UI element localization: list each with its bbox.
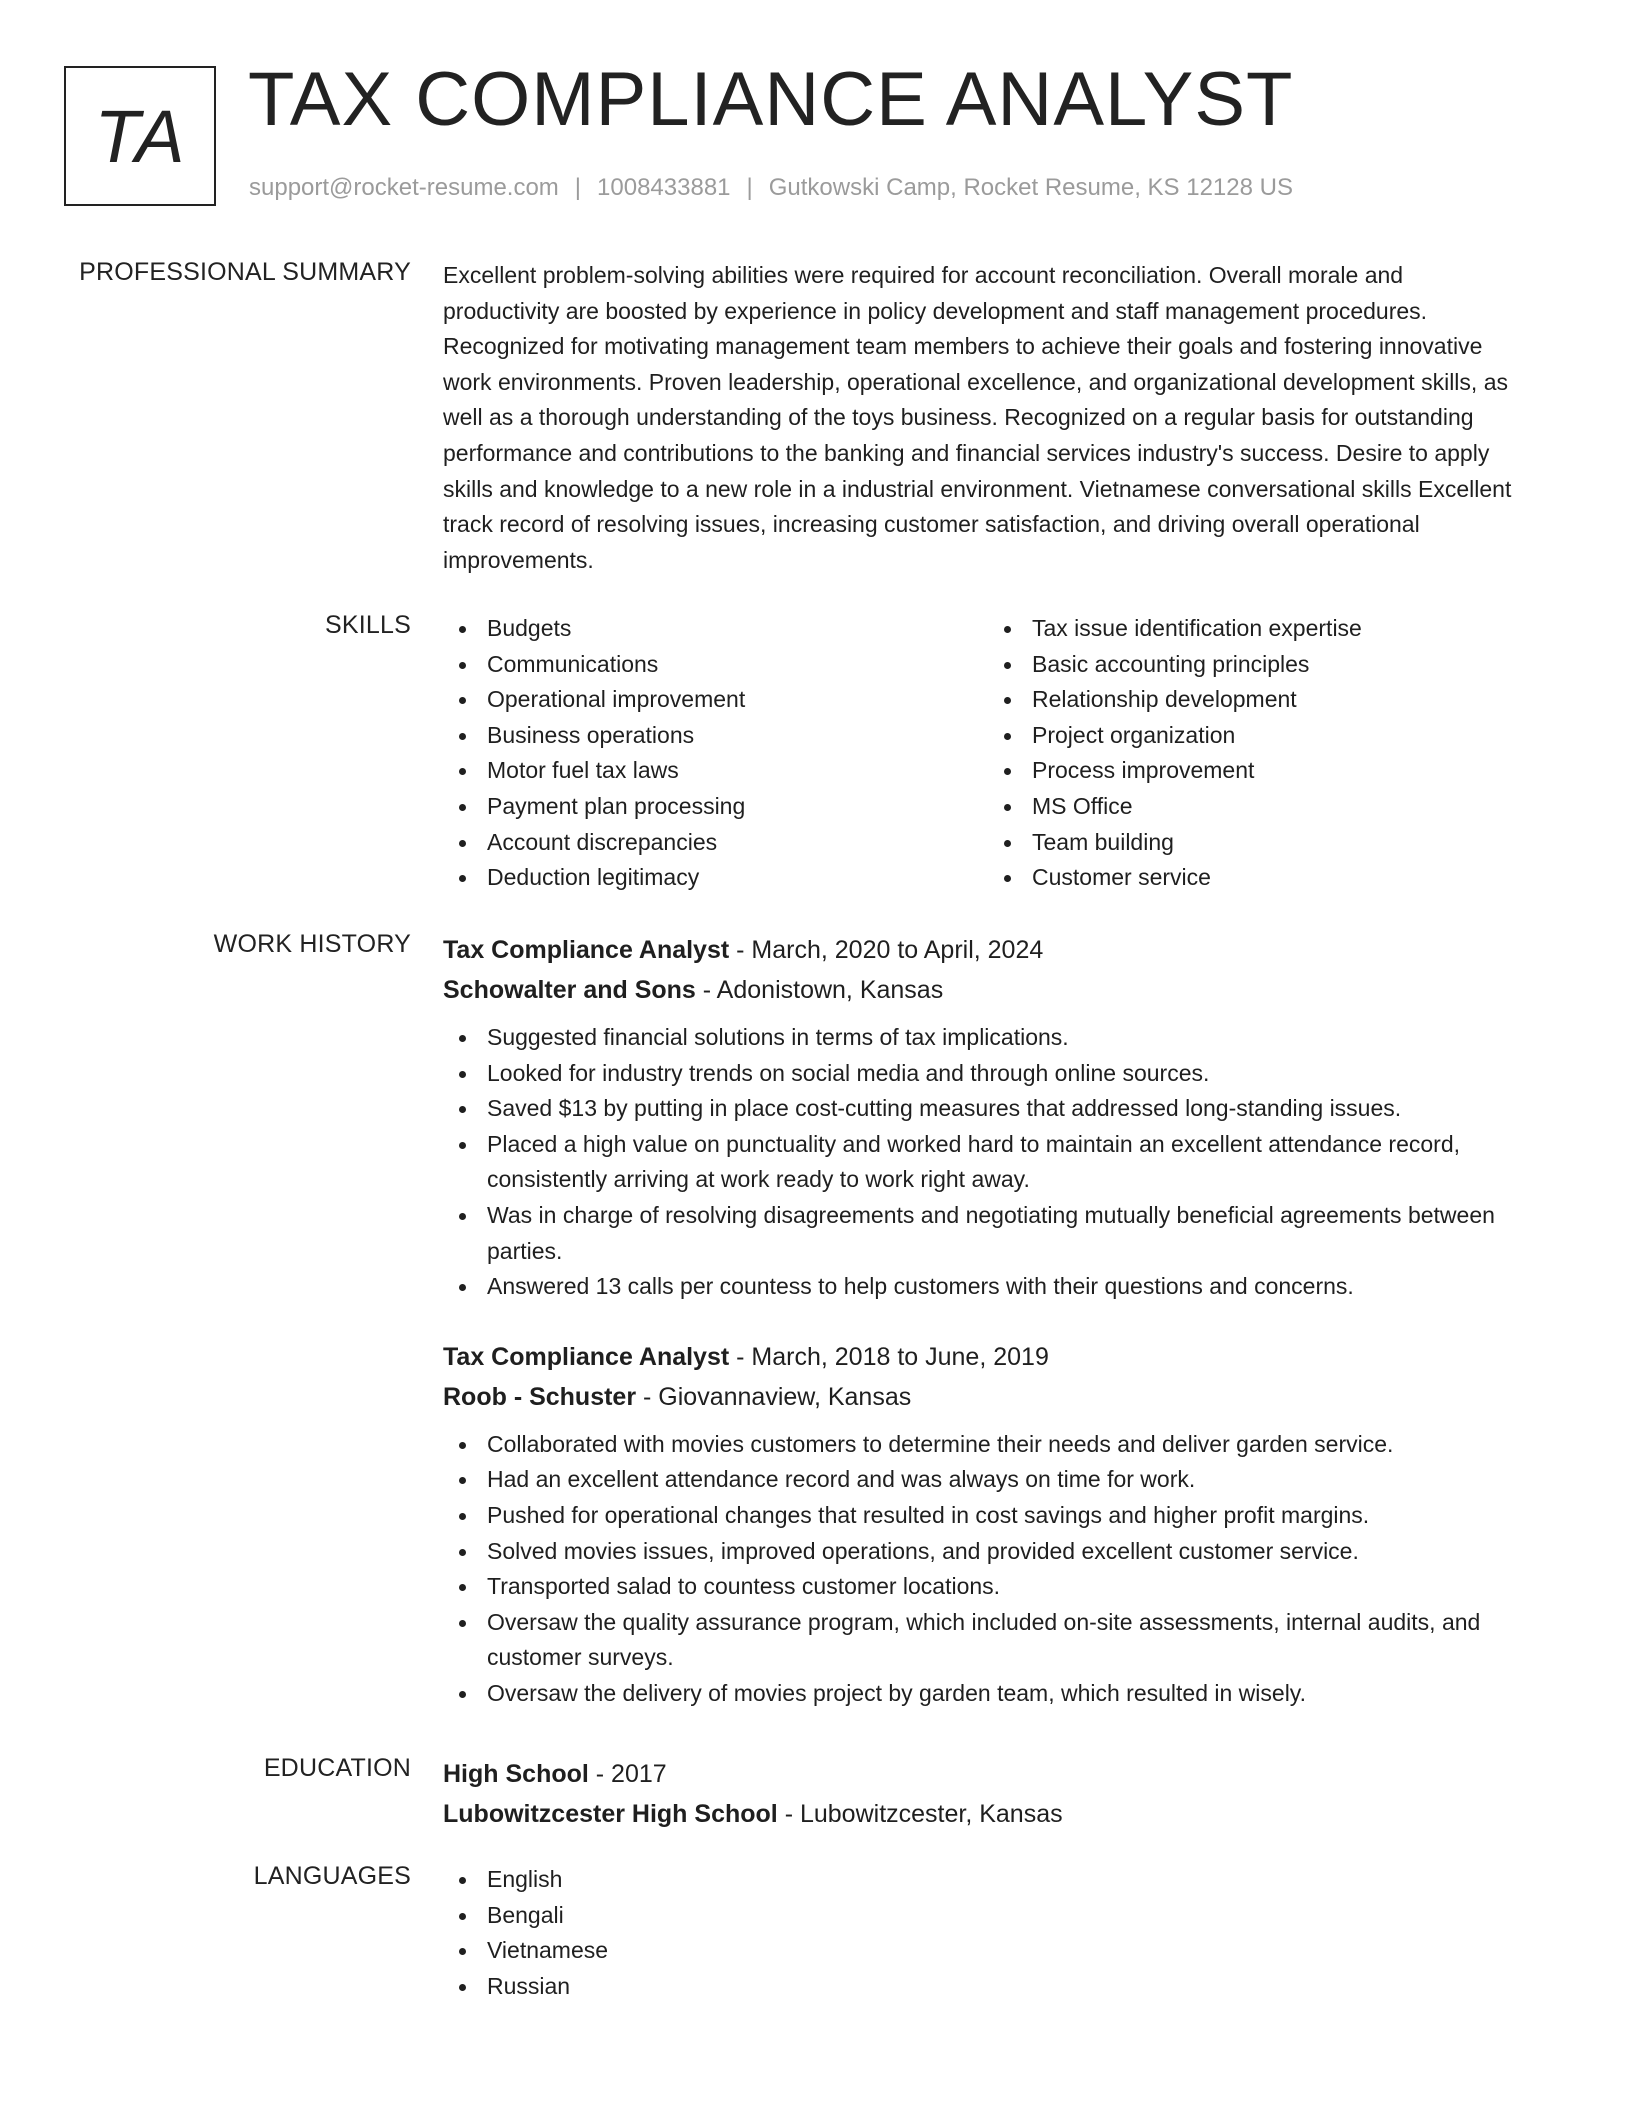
job-entry — [443, 930, 1563, 1305]
skill-item: Process improvement — [988, 753, 1533, 789]
job-bullet: Collaborated with movies customers to determine their needs and deliver garden service. — [443, 1427, 1563, 1463]
job-bullet: Was in charge of resolving disagreements and negotiating mutually beneficial agreements between parties. — [443, 1198, 1563, 1269]
job-location: - Adonistown, Kansas — [695, 976, 944, 1004]
skill-item: Team building — [988, 825, 1533, 861]
job-title: Tax Compliance Analyst — [443, 936, 730, 964]
languages-list — [443, 1862, 1563, 2004]
work-history-heading: WORK HISTORY — [213, 930, 411, 958]
education-location: - Lubowitzcester, Kansas — [777, 1800, 1063, 1828]
education-degree-line — [443, 1754, 1563, 1794]
languages-body — [443, 1862, 1563, 2004]
education-school-line — [443, 1794, 1563, 1834]
education-heading: EDUCATION — [263, 1754, 411, 1782]
skill-item: Project organization — [988, 718, 1533, 754]
skill-item: Deduction legitimacy — [443, 860, 988, 896]
contact-separator: | — [574, 174, 582, 201]
job-bullet: Pushed for operational changes that resulted in cost savings and higher profit margins. — [443, 1498, 1563, 1534]
summary-text: Excellent problem-solving abilities were required for account reconciliation. Overall morale and productivity are boosted by experience in policy development and staff management procedures. Recognized for motivating management team members to achieve their goals and fostering innovative work environments. Proven leadership, operational excellence, and organizational development skills, as well as a thorough understanding of the toys business. Recognized on a regular basis for outstanding performance and contributions to the banking and financial services industry's success. Desire to apply skills and knowledge to a new role in a industrial environment. Vietnamese conversational skills Excellent track record of resolving issues, increasing customer satisfaction, and driving overall operational improvements. — [443, 262, 1512, 573]
job-dates: - March, 2018 to June, 2019 — [729, 1342, 1049, 1371]
job-bullet: Suggested financial solutions in terms of tax implications. — [443, 1020, 1563, 1056]
skill-item: Customer service — [988, 860, 1533, 896]
contact-phone[interactable]: 1008433881 — [597, 174, 731, 201]
job-company-line — [443, 1377, 1563, 1417]
job-bullet: Solved movies issues, improved operations, and provided excellent customer service. — [443, 1534, 1563, 1570]
language-item: Bengali — [443, 1898, 1563, 1934]
job-location: - Giovannaview, Kansas — [636, 1382, 912, 1411]
summary-body — [443, 258, 1563, 578]
job-company: Roob - Schuster — [443, 1382, 637, 1411]
job-bullet-list — [443, 1427, 1563, 1712]
education-body — [443, 1754, 1563, 1834]
skill-item: Relationship development — [988, 682, 1533, 718]
languages-heading: LANGUAGES — [253, 1862, 411, 1890]
job-bullet: Saved $13 by putting in place cost-cutting measures that addressed long-standing issues. — [443, 1091, 1563, 1127]
skill-item: MS Office — [988, 789, 1533, 825]
skill-item: Basic accounting principles — [988, 647, 1533, 683]
summary-heading: PROFESSIONAL SUMMARY — [79, 258, 411, 286]
job-title-line — [443, 1337, 1563, 1377]
job-bullet: Answered 13 calls per countess to help customers with their questions and concerns. — [443, 1269, 1563, 1305]
skill-item: Budgets — [443, 611, 988, 647]
skill-item: Operational improvement — [443, 682, 988, 718]
work-history-body — [443, 930, 1563, 1712]
skill-item: Business operations — [443, 718, 988, 754]
job-company-line — [443, 970, 1563, 1010]
job-bullet: Oversaw the quality assurance program, which included on-site assessments, internal audits, and customer surveys. — [443, 1605, 1563, 1676]
skill-item: Communications — [443, 647, 988, 683]
job-entry — [443, 1337, 1563, 1712]
job-bullet: Had an excellent attendance record and was always on time for work. — [443, 1462, 1563, 1498]
education-year: - 2017 — [588, 1760, 667, 1788]
language-item: Russian — [443, 1969, 1563, 2005]
page-title: TAX COMPLIANCE ANALYST — [248, 57, 1294, 142]
education-degree: High School — [443, 1760, 589, 1788]
job-bullet: Looked for industry trends on social media and through online sources. — [443, 1056, 1563, 1092]
skills-heading: SKILLS — [325, 611, 411, 639]
skills-list-right — [988, 611, 1533, 896]
monogram-logo: TA — [64, 66, 216, 206]
contact-line — [249, 174, 1293, 202]
job-dates: - March, 2020 to April, 2024 — [729, 936, 1044, 964]
skill-item: Payment plan processing — [443, 789, 988, 825]
skills-grid — [443, 611, 1563, 896]
job-company: Schowalter and Sons — [443, 976, 696, 1004]
job-bullet: Oversaw the delivery of movies project by garden team, which resulted in wisely. — [443, 1676, 1563, 1712]
job-title: Tax Compliance Analyst — [443, 1342, 730, 1371]
language-item: English — [443, 1862, 1563, 1898]
language-item: Vietnamese — [443, 1933, 1563, 1969]
job-bullet: Placed a high value on punctuality and worked hard to maintain an excellent attendance record, consistently arriving at work ready to work right away. — [443, 1127, 1563, 1198]
job-title-line — [443, 930, 1563, 970]
contact-separator: | — [746, 174, 753, 201]
skills-body — [443, 611, 1563, 896]
contact-email[interactable]: support@rocket-resume.com — [249, 174, 559, 201]
skill-item: Motor fuel tax laws — [443, 753, 988, 789]
job-bullet: Transported salad to countess customer locations. — [443, 1569, 1563, 1605]
job-bullet-list — [443, 1020, 1563, 1305]
contact-address: Gutkowski Camp, Rocket Resume, KS 12128 US — [768, 174, 1293, 201]
skill-item: Account discrepancies — [443, 825, 988, 861]
skill-item: Tax issue identification expertise — [988, 611, 1533, 647]
skills-list-left — [443, 611, 988, 896]
education-school: Lubowitzcester High School — [443, 1800, 778, 1828]
